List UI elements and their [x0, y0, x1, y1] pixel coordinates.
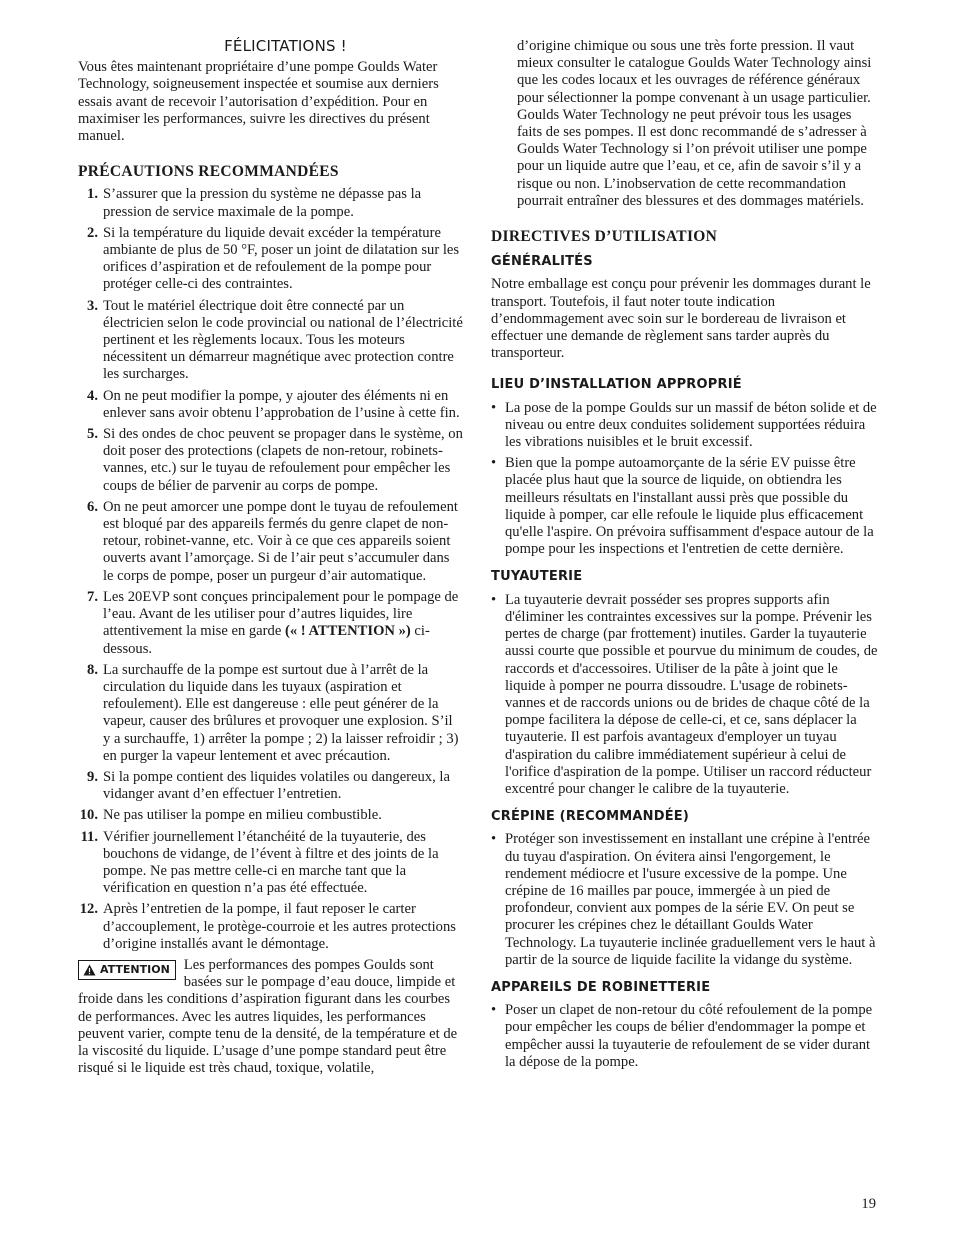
intro-paragraph: Vous êtes maintenant propriétaire d’une pompe Goulds Water Technology, soigneusement inspectée et soumise aux derniers essais avant de recevoir l’autorisation d’expédition. Pour en maximiser les performances, suivre les directives du présent manuel.	[78, 59, 439, 145]
attention-text-continued: d’origine chimique ou sous une très forte pression. Il vaut mieux consulter le catalogue Goulds Water Technology ainsi que les codes locaux et les ouvrages de référence généraux pour sélectionner la pompe convenant à un usage particulier. Goulds Water Technology ne peut prévoir tous les usages faits de ses pompes. Il est donc recommandé de s’adresser à Goulds Water Technology si l’on prévoit utiliser une pompe pour un liquide autre que l’eau, et ce, afin de savoir s’il y a risque ou non. L’inobservation de cette recommandation pourrait entraîner des blessures et des dommages matériels.	[517, 38, 872, 209]
generalites-heading: GÉNÉRALITÉS	[491, 254, 593, 270]
list-item: • La tuyauterie devrait posséder ses propres supports afin d'éliminer les contraintes excessives sur la pompe. Prévenir les pertes de charge (par frottement) inutiles. Garder la tuyauterie aussi courte que possible et pourvue du minimum de coudes, de raccords et d'accessoires. Utiliser de la pâte à joint que le liquide à pomper ne pourra dissoudre. L'usage de robinets-vannes et de raccords unions ou de brides de chaque côté de la pompe facilitera la dépose de celle-ci, et ce, sans déplacer la tuyauterie. Il est parfois avantageux d'employer un tuyau d'aspiration du calibre immédiatement supérieur à celui de l'orifice d'aspiration de la pompe. Utiliser un raccord réducteur excentré pour changer le calibre de la tuyauterie.	[491, 591, 878, 797]
list-item: 4. On ne peut modifier la pompe, y ajouter des éléments ni en enlever sans avoir obtenu l’approbation de l’usine à cette fin.	[87, 387, 460, 421]
appareils-heading: APPAREILS DE ROBINETTERIE	[491, 979, 711, 995]
list-item: • Protéger son investissement en installant une crépine à l'entrée du tuyau d'aspiration. On évitera ainsi l'engorgement, le rendement médiocre et l'usure excessive de la pompe. Une crépine de 16 mailles par pouce, immergée à un pied de profondeur, convient aux pompes de la série EV. On peut se procurer les crépines chez le détaillant Goulds Water Technology. La tuyauterie inclinée graduellement vers le haut à partir de la source de liquide facilite la vidange du système.	[491, 831, 876, 968]
precautions-heading: PRÉCAUTIONS RECOMMANDÉES	[78, 163, 339, 181]
list-item: 2. Si la température du liquide devait excéder la température ambiante de plus de 50 °F, poser un joint de dilatation sur les orifices d’aspiration et de refoulement de la pompe pour protéger celle-ci des contraintes.	[87, 224, 460, 293]
list-item: 3. Tout le matériel électrique doit être connecté par un électricien selon le code provincial ou national de l’électricité pertinent et les règlements locaux. Tous les moteurs nécessitent un démarreur magnétique avec protection contre les surcharges.	[87, 297, 463, 383]
list-item: 10. Ne pas utiliser la pompe en milieu combustible.	[79, 807, 382, 824]
list-item: 5. Si des ondes de choc peuvent se propager dans le système, on doit poser des protections (clapets de non-retour, robinets-vannes, etc.) sur le tuyau de refoulement pour empêcher les coups de bélier de parvenir au corps de pompe.	[87, 426, 463, 494]
crepine-list	[491, 831, 878, 969]
list-item: 1. S’assurer que la pression du système ne dépasse pas la pression de service maximale de la pompe.	[87, 186, 422, 220]
list-item: 11. Vérifier journellement l’étanchéité de la tuyauterie, des bouchons de vidange, de l’évent à filtre et des joints de la pompe. Ne pas mettre celle-ci en marche tant que la vérification en question n’a pas été effectuée.	[80, 828, 439, 897]
tuyauterie-heading: TUYAUTERIE	[491, 569, 583, 585]
left-column	[78, 38, 463, 1077]
list-item: 9. Si la pompe contient des liquides volatiles ou dangereux, la vidanger avant d’en effectuer l’entretien.	[87, 768, 450, 803]
list-item: 8. La surchauffe de la pompe est surtout due à l’arrêt de la circulation du liquide dans les tuyaux (aspiration et refoulement). Elle est dangereuse : elle peut générer de la vapeur, causer des brûlures et provoquer une explosion. S’il y a surchauffe, 1) arrêter la pompe ; 2) la laisser refroidir ; 3) en purger la vapeur lentement et avec précaution.	[87, 661, 459, 764]
appareils-list	[491, 1002, 878, 1071]
precautions-list	[78, 186, 463, 953]
directives-heading: DIRECTIVES D’UTILISATION	[491, 228, 718, 246]
lieu-list	[491, 400, 878, 559]
list-item: • Poser un clapet de non-retour du côté refoulement de la pompe pour empêcher les coups de bélier d'endommager la pompe et empêcher aussi la tuyauterie de refoulement de se vider durant la dépose de la pompe.	[491, 1002, 873, 1070]
attention-badge	[78, 960, 176, 980]
page-number: 19	[861, 1196, 876, 1212]
attention-block	[78, 957, 463, 1077]
right-column	[491, 38, 878, 1075]
tuyauterie-list	[491, 592, 878, 798]
list-item: 7. Les 20EVP sont conçues principalement pour le pompage de l’eau. Avant de les utiliser pour d’autres liquides, lire attentivement la mise en garde (« ! ATTENTION ») ci-dessous.	[87, 588, 459, 657]
congrats-title: FÉLICITATIONS !	[224, 37, 347, 55]
warning-icon	[83, 964, 96, 976]
list-item: 6. On ne peut amorcer une pompe dont le tuyau de refoulement est bloqué par des appareils fermés du genre clapet de non-retour, robinet-vanne, etc. Voir à ce que ces appareils soient ouverts avant l’amorçage. Si de l’air peut s’accumuler dans le corps de pompe, poser un purgeur d’air automatique.	[87, 498, 458, 584]
list-item: • Bien que la pompe autoamorçante de la série EV puisse être placée plus haut que la source de liquide, on obtiendra les meilleurs résultats en l'installant aussi près que possible du liquide à pomper, car elle refoule le liquide plus efficacement qu'elle l'aspire. On prévoira suffisamment d'espace autour de la pompe pour les inspections et l'entretien de cette dernière.	[491, 455, 874, 558]
list-item: • La pose de la pompe Goulds sur un massif de béton solide et de niveau ou entre deux conduites solidement supportées réduira les vibrations nuisibles et le bruit excessif.	[491, 399, 877, 451]
attention-text: Les performances des pompes Goulds sont basées sur le pompage d’eau douce, limpide et froide dans les conditions d’aspiration figurant dans les courbes de performances. Avec les autres liquides, les performances peuvent varier, compte tenu de la densité, de la température et de la viscosité du liquide. L’usage d’une pompe standard peut être risqué si le liquide est très chaud, toxique, volatile,	[78, 956, 458, 1077]
generalites-text: Notre emballage est conçu pour prévenir les dommages durant le transport. Toutefois, il faut noter toute indication d’endommagement avec soin sur le bordereau de livraison et effectuer une demande de règlement sans tarder auprès du transporteur.	[491, 276, 871, 362]
attention-label: ATTENTION	[100, 963, 170, 977]
lieu-heading: LIEU D’INSTALLATION APPROPRIÉ	[491, 377, 742, 393]
list-item: 12. Après l’entretien de la pompe, il faut reposer le carter d’accouplement, le protège-courroie et les autres protections d’origine installés avant le démontage.	[79, 901, 456, 952]
attention-reference: (« ! ATTENTION »)	[284, 623, 411, 640]
crepine-heading: CRÉPINE (RECOMMANDÉE)	[491, 809, 690, 825]
